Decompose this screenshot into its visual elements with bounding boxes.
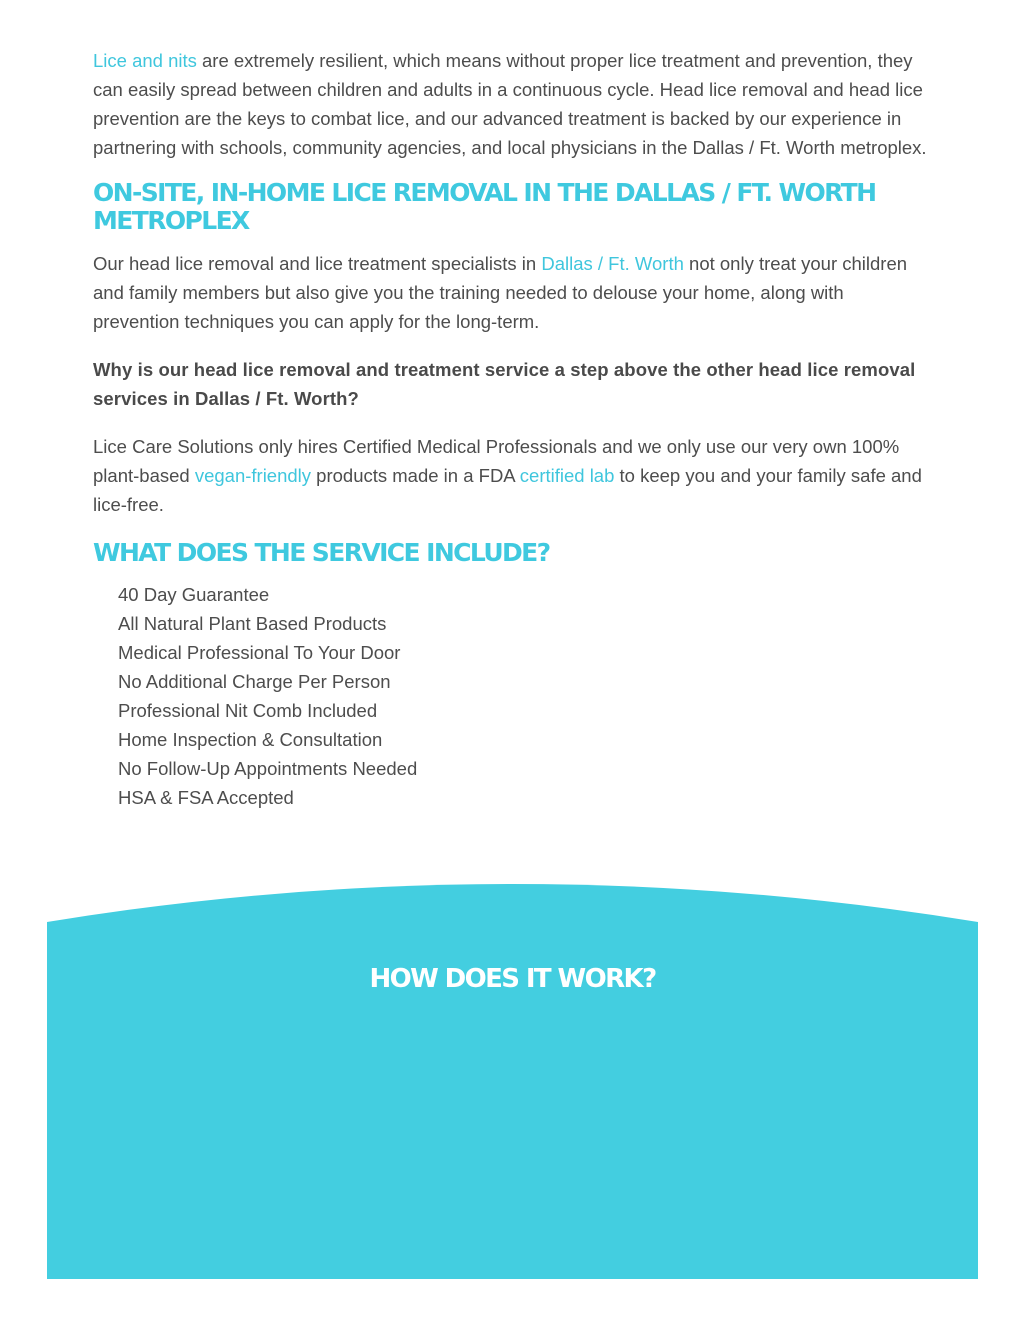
care-text-before: Lice Care Solutions only hires Certified Medical Professionals and we only use our very own 100% plant-based <box>93 436 900 486</box>
onsite-text-before: Our head lice removal and lice treatment specialists in <box>93 253 542 274</box>
why-question: Why is our head lice removal and treatment service a step above the other head lice removal services in Dallas / Ft. Worth? <box>93 359 916 409</box>
list-item: No Follow-Up Appointments Needed <box>118 758 418 779</box>
list-item: Professional Nit Comb Included <box>118 700 378 721</box>
intro-text: are extremely resilient, which means without proper lice treatment and prevention, they can easily spread between children and adults in a continuous cycle. Head lice removal and head lice prevention are the keys to combat lice, and our advanced treatment is backed by our experience in partnering with schools, community agencies, and local physicians in the Dallas / Ft. Worth metroplex. <box>93 50 927 158</box>
care-paragraph <box>93 432 933 519</box>
care-text-after: to keep you and your family safe and lice-free. <box>93 465 922 515</box>
lice-and-nits-link[interactable]: Lice and nits <box>93 50 197 71</box>
curved-background <box>47 884 978 1279</box>
how-it-works-section <box>47 884 978 1279</box>
certified-lab-link[interactable]: certified lab <box>519 465 615 486</box>
onsite-text-after: not only treat your children and family members but also give you the training needed to delouse your home, along with prevention techniques you can apply for the long-term. <box>93 253 908 332</box>
list-item: No Additional Charge Per Person <box>118 671 391 692</box>
list-item: Home Inspection & Consultation <box>118 729 383 750</box>
intro-paragraph <box>93 46 933 162</box>
vegan-friendly-link[interactable]: vegan-friendly <box>194 465 312 486</box>
list-item: 40 Day Guarantee <box>118 584 270 605</box>
list-item: Medical Professional To Your Door <box>118 642 401 663</box>
include-heading: WHAT DOES THE SERVICE INCLUDE? <box>93 538 550 567</box>
onsite-heading: ON-SITE, IN-HOME LICE REMOVAL IN THE DALLAS / FT. WORTH METROPLEX <box>93 178 876 235</box>
list-item: All Natural Plant Based Products <box>118 613 387 634</box>
care-text-middle: products made in a FDA <box>311 465 520 486</box>
dallas-ft-worth-link[interactable]: Dallas / Ft. Worth <box>541 253 684 274</box>
feature-list <box>93 580 933 812</box>
how-heading: HOW DOES IT WORK? <box>369 964 656 994</box>
main-content <box>93 46 933 812</box>
list-item: HSA & FSA Accepted <box>118 787 294 808</box>
onsite-paragraph <box>93 249 933 336</box>
